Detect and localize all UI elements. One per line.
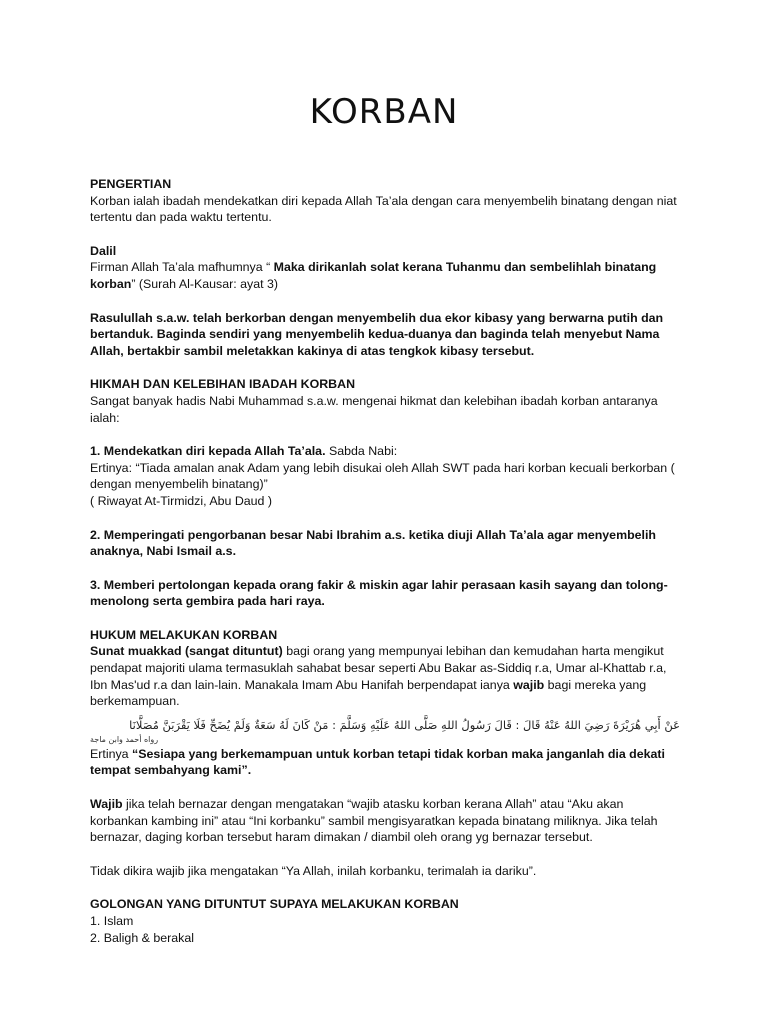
hukum-ertinya-quote: “Sesiapa yang berkemampuan untuk korban tetapi tidak korban maka janganlah dia dekati tempat sembahyang kami”. [90,746,665,778]
section-heading-dalil: Dalil [90,243,117,258]
pengertian-text: Korban ialah ibadah mendekatkan diri kepada Allah Ta’ala dengan cara menyembelih binatang dengan niat tertentu dan pada waktu tertentu. [90,193,677,225]
hukum-ertinya [90,746,680,779]
dalil-rasulullah: Rasulullah s.a.w. telah berkorban dengan menyembelih dua ekor kibasy yang berwarna putih dan bertanduk. Baginda sendiri yang menyembelih kedua-duanya dan baginda telah menyebut Nama Allah, bertakbir sambil meletakkan kakinya di atas tengkok kibasy tersebut. [90,310,664,358]
hikmah-item-2: 2. Memperingati pengorbanan besar Nabi Ibrahim a.s. ketika diuji Allah Ta’ala agar menyembelih anaknya, Nabi Ismail a.s. [90,527,657,559]
hukum-wajib-bold: Wajib [90,797,123,812]
hukum-sunat-end: bagi mereka yang berkemampuan. [90,677,647,709]
dalil-firman [90,259,680,292]
arabic-hadith-source: رواه أحمد وابن ماجة [90,734,159,744]
hukum-sunat-bold: Sunat muakkad (sangat dituntut) [90,644,283,659]
hukum-tidak-wajib: Tidak dikira wajib jika mengatakan “Ya Allah, inilah korbanku, terimalah ia dariku”. [90,863,537,878]
firman-suffix: ” (Surah Al-Kausar: ayat 3) [131,276,278,291]
hikmah-item-1-riwayat: ( Riwayat At-Tirmidzi, Abu Daud ) [90,493,273,508]
hikmah-item-1-title: 1. Mendekatkan diri kepada Allah Ta’ala. [90,444,326,459]
golongan-item: 2. Baligh & berakal [90,930,195,945]
hukum-sunat [90,643,680,709]
hukum-ertinya-prefix: Ertinya [90,746,133,761]
hikmah-item-1-ertinya: Ertinya: “Tiada amalan anak Adam yang lebih disukai oleh Allah SWT pada hari korban kecuali berkorban ( dengan menyembelih binatang)” [90,460,675,492]
hikmah-item-1-rest: Sabda Nabi: [325,444,398,459]
section-heading-pengertian: PENGERTIAN [90,177,172,191]
hukum-wajib-rest: jika telah bernazar dengan mengatakan “wajib atasku korban kerana Allah” atau “Aku akan korbankan kambing ini” atau “Ini korbanku” sambil mengisyaratkan kepada binatang miliknya. Jika telah bernazar, daging korban tersebut haram dimakan / diambil oleh orang yg bernazar tersebut. [90,797,658,845]
golongan-item: 1. Islam [90,914,134,928]
page-title: KORBAN [309,92,459,132]
hukum-wajib [90,796,680,846]
hukum-sunat-rest: bagi orang yang mempunyai lebihan dan kemudahan harta mengikut pendapat majoriti ulama termasuklah sahabat besar seperti Abu Bakar as-Siddiq r.a, Umar al-Khattab r.a, Ibn Mas'ud r.a dan lain-lain. Manakala Imam Abu Hanifah berpendapat ianya [90,644,667,692]
arabic-hadith: عَنْ أَبِي هُرَيْرَةَ رَضِيَ اللهُ عَنْهُ قَالَ : قَالَ رَسُولُ اللهِ صَلَّى اللهُ عَلَيْهِ وَسَلَّمَ : مَنْ كَانَ لَهُ سَعَةٌ وَلَمْ يُضَحِّ فَلَا يَقْرَبَنَّ مُصَلَّانَا [129,717,680,732]
firman-prefix: Firman Allah Ta’ala mafhumnya “ [90,260,274,275]
section-heading-hikmah: HIKMAH DAN KELEBIHAN IBADAH KORBAN [90,377,356,392]
section-heading-hukum: HUKUM MELAKUKAN KORBAN [90,627,278,642]
hukum-wajib-word: wajib [513,677,545,692]
hikmah-item-3: 3. Memberi pertolongan kepada orang fakir & miskin agar lahir perasaan kasih sayang dan tolong-menolong serta gembira pada hari raya. [90,577,668,609]
hikmah-intro: Sangat banyak hadis Nabi Muhammad s.a.w. mengenai hikmat dan kelebihan ibadah korban antaranya ialah: [90,393,658,425]
section-heading-golongan: GOLONGAN YANG DITUNTUT SUPAYA MELAKUKAN KORBAN [90,897,459,912]
firman-quote: Maka dirikanlah solat kerana Tuhanmu dan sembelihlah binatang korban [90,260,657,291]
document-body [90,176,680,946]
hikmah-item-1 [90,443,680,460]
